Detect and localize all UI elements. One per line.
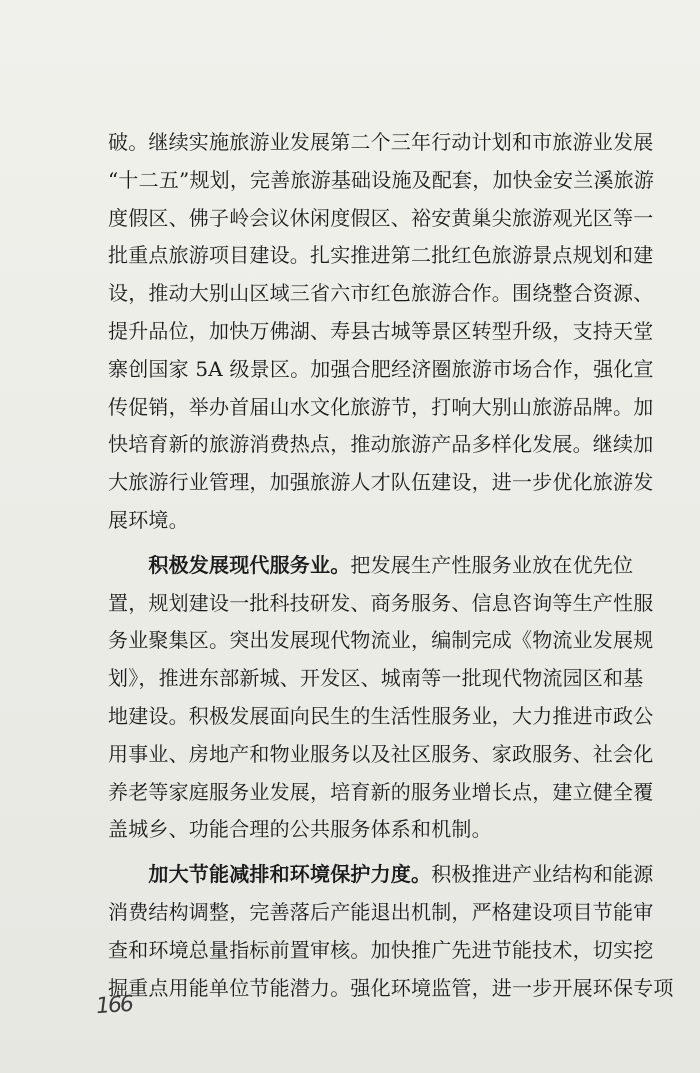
text-line: 度假区、佛子岭会议休闲度假区、裕安黄巢尖旅游观光区等一	[108, 205, 654, 230]
text-line: 寨创国家 5A 级景区。加强合肥经济圈旅游市场合作，强化宣	[108, 356, 654, 381]
text-line: 大旅游行业管理，加强旅游人才队伍建设，进一步优化旅游发	[108, 470, 654, 495]
text-line: 传促销，举办首届山水文化旅游节，打响大别山旅游品牌。加	[108, 394, 654, 419]
paragraph-heading: 积极发展现代服务业。	[148, 552, 351, 577]
paragraph-tourism	[108, 124, 655, 540]
text-line: 用事业、房地产和物业服务以及社区服务、家政服务、社会化	[108, 741, 654, 766]
text-line: 置，规划建设一批科技研发、商务服务、信息咨询等生产性服	[108, 590, 654, 615]
text-line: 展环境。	[108, 507, 189, 532]
text-line: 提升品位，加快万佛湖、寿县古城等景区转型升级，支持天堂	[108, 318, 654, 343]
text-run: 积极推进产业结构和能源	[431, 862, 654, 887]
text-run: 把发展生产性服务业放在优先位	[350, 552, 634, 577]
text-line: 掘重点用能单位节能潜力。强化环境监管，进一步开展环保专项	[108, 975, 674, 1000]
text-line: 务业聚集区。突出发展现代物流业，编制完成《物流业发展规	[108, 628, 654, 653]
text-line: “十二五”规划，完善旅游基础设施及配套，加快金安兰溪旅游	[108, 167, 655, 192]
text-line: 破。继续实施旅游业发展第二个三年行动计划和市旅游业发展	[108, 130, 654, 154]
text-line: 查和环境总量指标前置审核。加快推广先进节能技术，切实挖	[108, 937, 654, 962]
paragraph-heading: 加大节能减排和环境保护力度。	[148, 862, 432, 887]
paragraph-energy-environment	[108, 856, 674, 1007]
text-line: 快培育新的旅游消费热点，推动旅游产品多样化发展。继续加	[108, 432, 654, 457]
body-text	[108, 124, 674, 1007]
paragraph-modern-services	[108, 547, 654, 849]
page-number: 166	[95, 991, 133, 1020]
text-line: 养老等家庭服务业发展，培育新的服务业增长点，建立健全覆	[108, 779, 654, 804]
text-line: 地建设。积极发展面向民生的生活性服务业，大力推进市政公	[108, 703, 654, 728]
text-line: 批重点旅游项目建设。扎实推进第二批红色旅游景点规划和建	[108, 243, 654, 268]
text-line: 划》，推进东部新城、开发区、城南等一批现代物流园区和基	[108, 666, 644, 691]
text-line: 盖城乡、功能合理的公共服务体系和机制。	[108, 817, 492, 842]
text-line: 设，推动大别山区域三省六市红色旅游合作。围绕整合资源、	[108, 281, 654, 306]
text-line: 消费结构调整，完善落后产能退出机制，严格建设项目节能审	[108, 899, 654, 924]
text-line-first	[108, 547, 634, 585]
text-line-first	[108, 856, 654, 894]
